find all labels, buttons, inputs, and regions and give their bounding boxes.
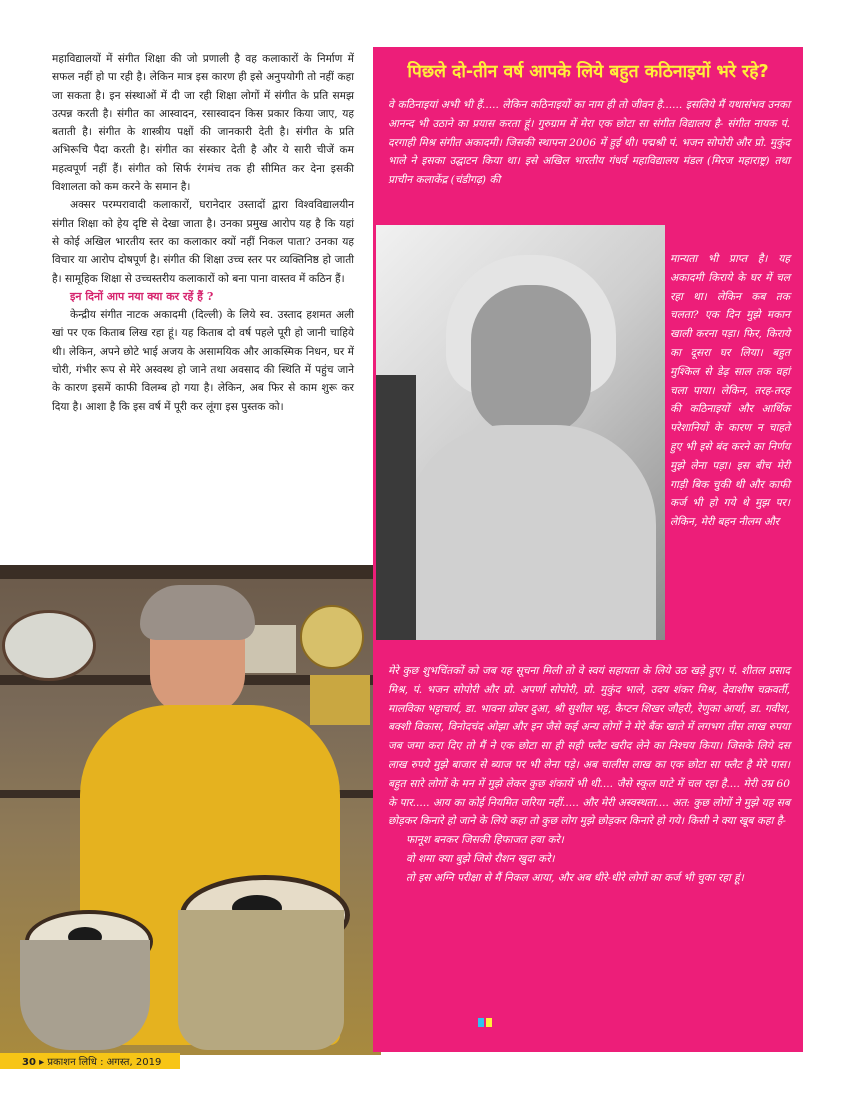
box-side-paragraph: मान्यता भी प्राप्त है। यह अकादमी किराये के घर में चल रहा था। लेकिन कब तक चलता? एक दिन मुझे मकान खाली करना पड़ा। फिर, किराये का दूसरा घर लिया। बहुत मुश्किल से डेढ़ साल तक वहां चला पाया। लेकिन, तरह-तरह की कठिनाइयों और आर्थिक परेशानियों के कारण न चाहते हुए भी इसे बंद करने का निर्णय मुझे लेना पड़ा। इस बीच मेरी गाड़ी बिक चुकी थी और काफी कर्ज भी हो गये थे मुझ पर। लेकिन, मेरी बहन नीलम और [670, 253, 790, 529]
paragraph-2: अक्सर परम्परावादी कलाकारों, घरानेदार उस्तादों द्वारा विश्वविद्यालयीन संगीत शिक्षा को हेय दृष्टि से देखा जाता है। उनका प्रमुख आरोप यह है कि यहां से कोई अखिल भारतीय स्तर का कलाकार क्यों नहीं निकल पाता? उनका यह विचार या आरोप दोषपूर्ण है। संगीत की शिक्षा उच्च स्तर पर व्यक्तिनिष्ठ हो जाती है। सामूहिक शिक्षा से उच्चस्तरीय कलाकारों को बना पाना वास्तव में कठिन हैं। [52, 199, 354, 285]
closing-paragraph: तो इस अग्नि परीक्षा से मैं निकल आया, और अब धीरे-धीरे लोगों का कर्ज भी चुका रहा हूं। [406, 871, 744, 884]
poem-line-2: वो शमा क्या बुझे जिसे रौशन खुदा करे। [406, 852, 555, 865]
poem-line-1: फानूश बनकर जिसकी हिफाजत हवा करे। [406, 834, 564, 847]
portrait-photo [376, 225, 665, 640]
footer-text: 30 ▸ प्रकाशन लिधि : अगस्त, 2019 [22, 1057, 162, 1068]
box-title: पिछले दो-तीन वर्ष आपके लिये बहुत कठिनाइयों भरे रहे? [407, 62, 769, 82]
end-square-yellow [486, 1018, 492, 1027]
question-heading: इन दिनों आप नया क्या कर रहें हैं ? [70, 289, 214, 303]
end-square-blue [478, 1018, 484, 1027]
box-bottom-paragraph: मेरे कुछ शुभचिंतकों को जब यह सूचना मिली तो वे स्वयं सहायता के लिये उठ खड़े हुए। पं. शीतल प्रसाद मिश्र, पं. भजन सोपोरी और प्रो. अपर्णा सोपोरी, प्रो. मुकुंद भाले, उदय शंकर मिश्र, देवाशीष चक्रवर्ती, मालविका भट्टाचार्य, डा. भावना ग्रोवर दुआ, श्री सुशील भट्ट, कैप्टन शिखर जौहरी, रेणुका आर्या, डा. गवीश, बक्शी विकास, विनोदचंद ओझा और इन जैसे कई अन्य लोगों ने मेरे बैंक खाते में लगभग तीस लाख रुपया जब जमा करा दिए तो मैं ने एक छोटा सा ही सही फ्लैट खरीद लेने का निश्चय किया। जिसके लिये दस लाख रुपये मुझे बाजार से ब्याज पर भी लेना पड़े। अब चालीस लाख का एक छोटा सा फ्लैट है मेरे पास। बहुत सारे लोगों के मन में मुझे लेकर कुछ शंकायें भी थी.... जैसे स्कूल घाटे में चल रहा है.... मेरी उम्र 60 के पार..... आय का कोई नियमित जरिया नहीं..... और मेरी अस्वस्थता.... अत: कुछ लोगों ने मुझे यह सब छोड़कर किनारे हो जाने के लिये कहा तो कुछ लोग मुझे छोड़कर किनारे हो गये। किसी ने क्या खूब कहा है- [388, 665, 790, 828]
box-side-text [670, 250, 790, 532]
paragraph-3: केन्द्रीय संगीत नाटक अकादमी (दिल्ली) के लिये स्व. उस्ताद हशमत अली खां पर एक किताब लिख रहा हूं। यह किताब दो वर्ष पहले पूरी हो जानी चाहिये थी। लेकिन, अपने छोटे भाई अजय के असामयिक और आकस्मिक निधन, घर में चोरी, गंभीर रूप से मेरे अस्वस्थ हो जाने तथा अवसाद की स्थिति में पहुंच जाने के कारण इसमें काफी विलम्ब हो गया है। लेकिन, अब फिर से काम शुरू कर दिया है। आशा है कि इस वर्ष में पूरी कर लूंगा इस पुस्तक को। [52, 309, 354, 413]
page-footer [0, 1053, 180, 1069]
left-column [52, 50, 354, 416]
page-number: 30 [22, 1057, 36, 1068]
box-bottom-text [388, 662, 790, 888]
box-top-paragraph: वे कठिनाइयां अभी भी हैं..... लेकिन कठिनाइयों का नाम ही तो जीवन है...... इसलिये मैं यथासंभव उनका आनन्द भी उठाने का प्रयास करता हूं। गुरुग्राम में मेरा एक छोटा सा संगीत विद्यालय है- संगीत नायक पं. दरगाही मिश्र संगीत अकादमी। जिसकी स्थापना 2006 में हुई थी। पद्मश्री पं. भजन सोपोरी और प्रो. मुकुंद भाले ने इसका उद्घाटन किया था। इसे अखिल भारतीय गंधर्व महाविद्यालय मंडल (मिरज महाराष्ट्र) तथा प्राचीन कलाकेंद्र (चंडीगढ़) की [388, 99, 790, 187]
magazine-name: प्रकाशन लिधि : अगस्त, 2019 [47, 1057, 162, 1068]
box-top-text [388, 96, 790, 190]
musician-tabla-photo [0, 565, 381, 1055]
paragraph-1: महाविद्यालयों में संगीत शिक्षा की जो प्रणाली है वह कलाकारों के निर्माण में सफल नहीं हो पा रही है। लेकिन मात्र इस कारण ही इसे अनुपयोगी तो नहीं कहा जा सकता है। इन संस्थाओं में दी जा रही शिक्षा लोगों में संगीत के प्रति समझ उत्पन्न करती है। संगीत का आस्वादन, रसास्वादन किस प्रकार किया जाए, यह बताती है। संगीत के शास्त्रीय पक्षों की जानकारी देती है। संगीत के प्रति अभिरूचि पैदा करती है। संगीत का संस्कार देती है और ये सारी चीजें कम महत्वपूर्ण नहीं हैं। संगीत को सिर्फ रंगमंच तक ही सीमित कर देना इसकी विशालता को कम करने के समान है। [52, 53, 354, 194]
